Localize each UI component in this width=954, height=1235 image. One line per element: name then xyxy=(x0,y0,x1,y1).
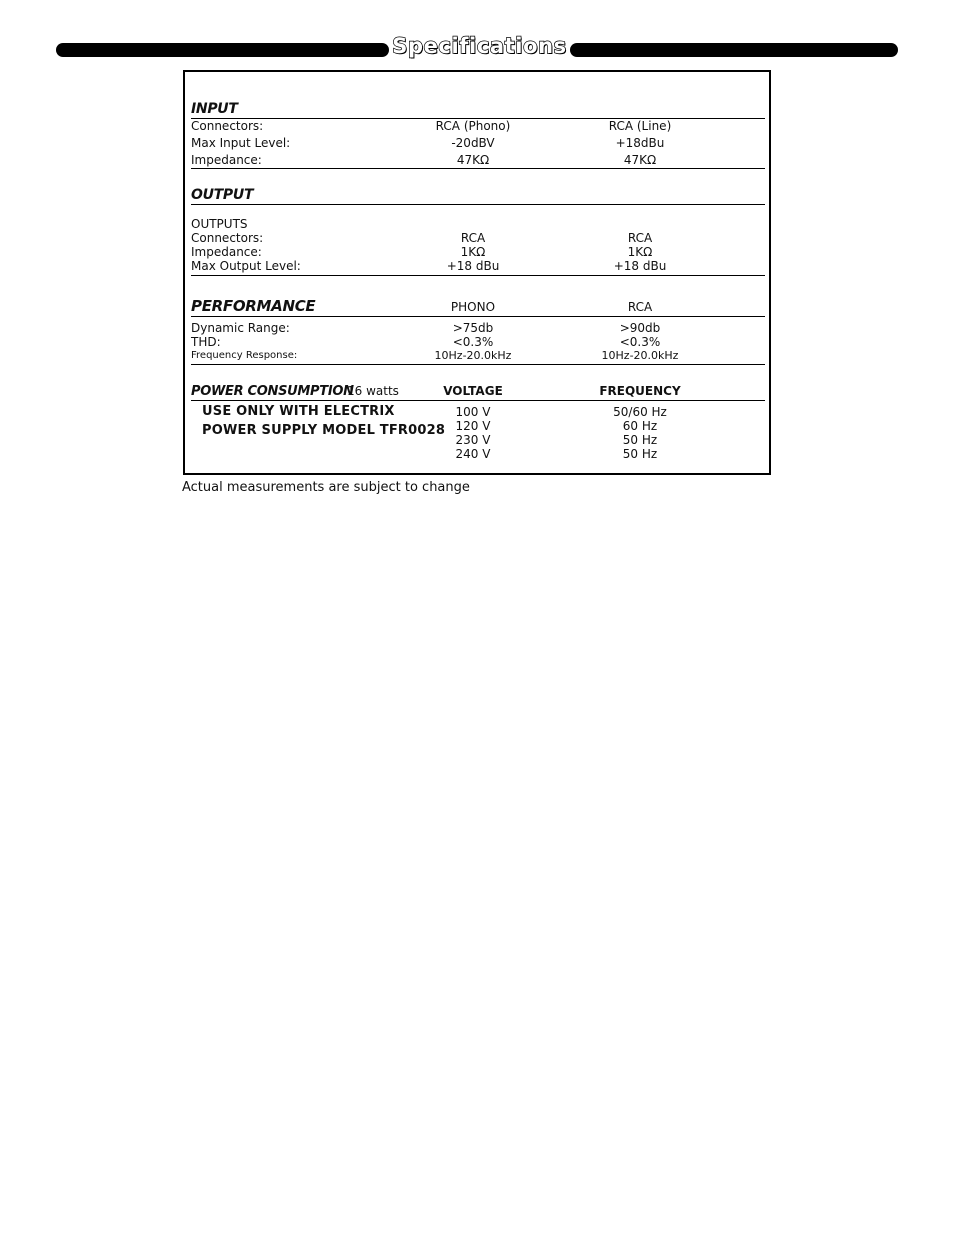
row-label: THD: xyxy=(191,335,221,349)
row-label: Connectors: xyxy=(191,119,264,133)
frequency-value: 50 Hz xyxy=(622,447,658,461)
banner-bar-right xyxy=(570,43,898,57)
line-value: >90db xyxy=(619,321,661,335)
output-section-title: OUTPUT xyxy=(191,187,254,203)
line-value: +18 dBu xyxy=(613,259,667,273)
page-title: Specifications xyxy=(392,34,567,58)
section-divider xyxy=(191,168,765,169)
power-supply-notice-line2: POWER SUPPLY MODEL TFR0028 xyxy=(202,423,446,438)
table-row xyxy=(191,153,765,167)
section-divider xyxy=(191,275,765,276)
rca-column-header: RCA xyxy=(627,300,653,314)
phono-value: -20dBV xyxy=(451,136,495,150)
row-label: Max Input Level: xyxy=(191,136,291,150)
table-row xyxy=(191,321,765,335)
performance-section-title: PERFORMANCE xyxy=(191,297,316,315)
table-row xyxy=(191,245,765,259)
phono-value: +18 dBu xyxy=(446,259,500,273)
voltage-value: 240 V xyxy=(455,447,491,461)
power-section-header xyxy=(191,380,765,401)
phono-value: 1KΩ xyxy=(460,245,486,259)
line-value: RCA xyxy=(627,231,653,245)
phono-value: 10Hz-20.0kHz xyxy=(434,349,512,362)
frequency-column-header: FREQUENCY xyxy=(599,384,681,398)
voltage-value: 230 V xyxy=(455,433,491,447)
power-supply-notice-line1: USE ONLY WITH ELECTRIX xyxy=(202,404,395,419)
table-row xyxy=(191,433,765,447)
table-row xyxy=(191,405,765,419)
phono-value: RCA xyxy=(460,231,486,245)
row-label: Impedance: xyxy=(191,245,262,259)
line-value: 10Hz-20.0kHz xyxy=(601,349,679,362)
phono-value: <0.3% xyxy=(452,335,494,349)
input-section-header xyxy=(191,98,765,119)
voltage-value: 120 V xyxy=(455,419,491,433)
row-label: Dynamic Range: xyxy=(191,321,290,335)
table-row xyxy=(191,447,765,461)
table-row xyxy=(191,419,765,433)
footnote: Actual measurements are subject to change xyxy=(182,480,470,495)
row-label: Impedance: xyxy=(191,153,262,167)
row-label: Max Output Level: xyxy=(191,259,301,273)
phono-value: >75db xyxy=(452,321,494,335)
output-sublabel-row xyxy=(191,217,765,231)
frequency-value: 50 Hz xyxy=(622,433,658,447)
section-divider xyxy=(191,364,765,365)
phono-column-header: PHONO xyxy=(450,300,496,314)
row-label: Connectors: xyxy=(191,231,264,245)
table-row xyxy=(191,259,765,273)
line-value: +18dBu xyxy=(615,136,665,150)
power-watts: 16 watts xyxy=(347,384,399,398)
output-sublabel: OUTPUTS xyxy=(191,217,248,231)
line-value: RCA (Line) xyxy=(608,119,672,133)
specifications-table xyxy=(183,70,771,475)
performance-section-header xyxy=(191,296,765,317)
phono-value: RCA (Phono) xyxy=(435,119,511,133)
power-section-title: POWER CONSUMPTION xyxy=(191,384,354,399)
phono-value: 47KΩ xyxy=(456,153,490,167)
table-row xyxy=(191,136,765,150)
table-row xyxy=(191,349,765,363)
table-row xyxy=(191,335,765,349)
line-value: 47KΩ xyxy=(623,153,657,167)
output-section-header xyxy=(191,184,765,205)
line-value: <0.3% xyxy=(619,335,661,349)
input-section-title: INPUT xyxy=(191,101,238,117)
frequency-value: 60 Hz xyxy=(622,419,658,433)
voltage-value: 100 V xyxy=(455,405,491,419)
table-row xyxy=(191,231,765,245)
voltage-column-header: VOLTAGE xyxy=(443,384,503,398)
table-row xyxy=(191,119,765,133)
frequency-value: 50/60 Hz xyxy=(613,405,667,419)
row-label: Frequency Response: xyxy=(191,350,298,361)
line-value: 1KΩ xyxy=(627,245,653,259)
banner-bar-left xyxy=(56,43,389,57)
